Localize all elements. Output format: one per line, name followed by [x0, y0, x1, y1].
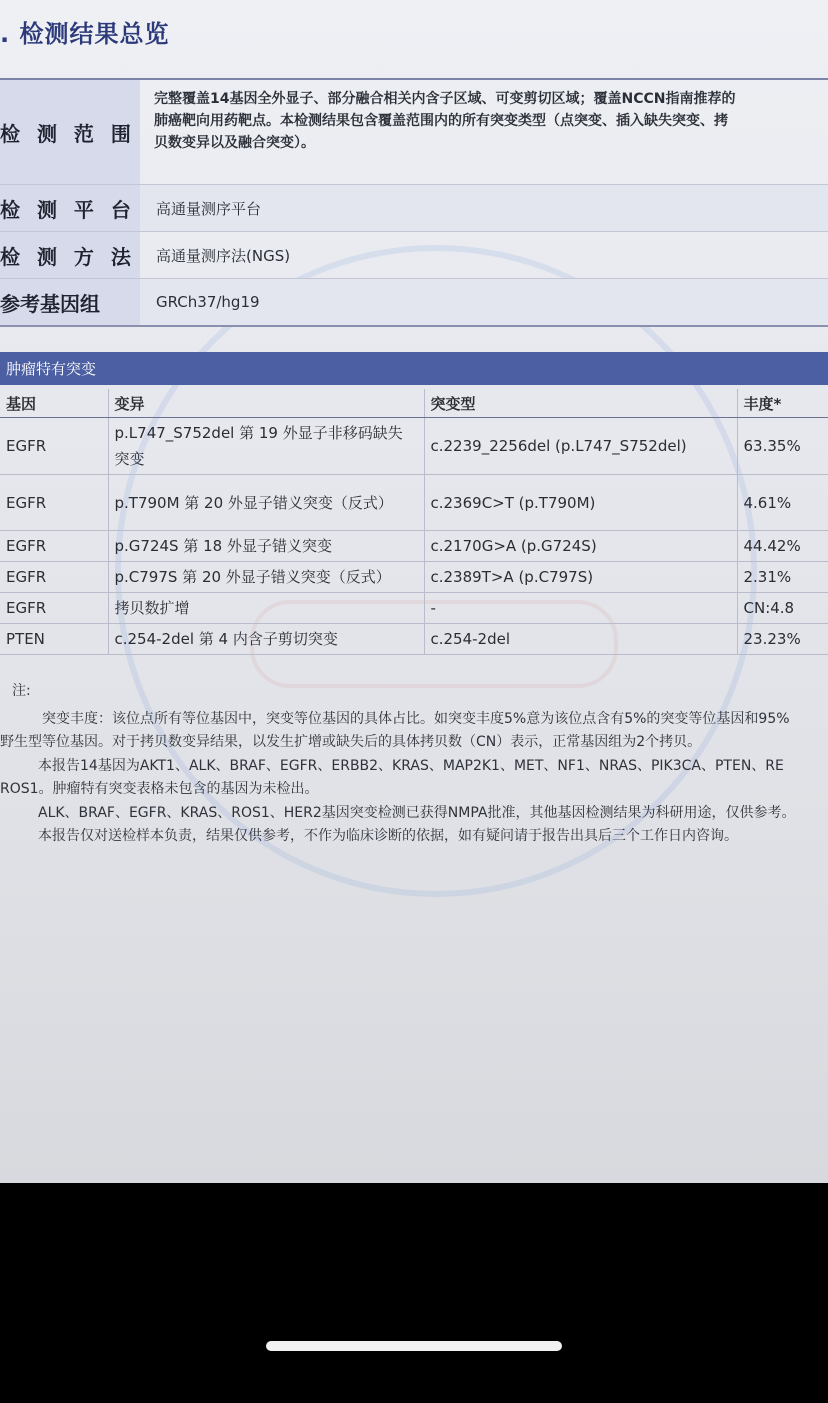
cell-variant: p.T790M 第 20 外显子错义突变（反式）	[108, 475, 424, 531]
info-label-platform: 检 测 平 台	[0, 185, 140, 231]
cell-variant: p.G724S 第 18 外显子错义突变	[108, 531, 424, 562]
table-row	[0, 593, 828, 624]
cell-abundance: 63.35%	[737, 418, 828, 475]
table-row	[0, 624, 828, 655]
info-value-method: 高通量测序法(NGS)	[156, 246, 291, 265]
info-row-scope	[0, 80, 828, 185]
cell-variant: p.L747_S752del 第 19 外显子非移码缺失突变	[108, 418, 424, 475]
scope-line: 贝数变异以及融合突变）。	[154, 135, 315, 151]
info-value-platform: 高通量测序平台	[140, 185, 828, 231]
cell-variant: 拷贝数扩增	[108, 593, 424, 624]
cell-mutation: c.2369C>T (p.T790M)	[424, 475, 737, 531]
mutation-table	[0, 389, 828, 655]
note-line: ROS1。肿瘤特有突变表格未包含的基因为未检出。	[0, 781, 319, 797]
note-line: 本报告14基因为AKT1、ALK、BRAF、EGFR、ERBB2、KRAS、MAP2K1、MET、NF1、NRAS、PIK3CA、PTEN、RE	[38, 757, 784, 774]
cell-variant: p.C797S 第 20 外显子错义突变（反式）	[108, 562, 424, 593]
info-value-scope	[140, 80, 828, 184]
table-row	[0, 418, 828, 475]
cell-gene: EGFR	[0, 593, 108, 624]
detection-info-table	[0, 78, 828, 327]
info-row-platform	[0, 185, 828, 232]
cell-mutation: -	[424, 593, 737, 624]
cell-mutation: c.2170G>A (p.G724S)	[424, 531, 737, 562]
header-mutation: 突变型	[424, 389, 737, 418]
notes-section	[0, 680, 828, 849]
cell-mutation: c.254-2del	[424, 624, 737, 655]
cell-gene: EGFR	[0, 475, 108, 531]
cell-abundance: CN:4.8	[737, 593, 828, 624]
table-row	[0, 475, 828, 531]
note-line: 野生型等位基因。对于拷贝数变异结果，以发生扩增或缺失后的具体拷贝数（CN）表示，正常基因组为2个拷贝。	[0, 734, 702, 750]
cell-gene: EGFR	[0, 562, 108, 593]
notes-label: 注:	[12, 683, 31, 699]
section-title: . 检测结果总览	[0, 20, 170, 48]
scope-line: 完整覆盖14基因全外显子、部分融合相关内含子区域、可变剪切区域；覆盖NCCN指南推荐的	[154, 91, 736, 107]
cell-gene: EGFR	[0, 418, 108, 475]
cell-gene: EGFR	[0, 531, 108, 562]
table-row	[0, 531, 828, 562]
header-abundance: 丰度*	[737, 389, 828, 418]
cell-abundance: 23.23%	[737, 624, 828, 655]
home-indicator[interactable]	[266, 1341, 562, 1351]
cell-gene: PTEN	[0, 624, 108, 655]
info-row-reference	[0, 279, 828, 325]
cell-variant: c.254-2del 第 4 内含子剪切突变	[108, 624, 424, 655]
table-header-row	[0, 389, 828, 418]
info-label-method: 检 测 方 法	[0, 232, 140, 278]
header-gene: 基因	[0, 389, 108, 418]
cell-abundance: 2.31%	[737, 562, 828, 593]
note-line: 突变丰度：该位点所有等位基因中，突变等位基因的具体占比。如突变丰度5%意为该位点含有5%的突变等位基因和95%	[42, 710, 790, 727]
cell-abundance: 44.42%	[737, 531, 828, 562]
info-label-scope: 检 测 范 围	[0, 80, 140, 184]
info-label-reference: 参考基因组	[0, 279, 140, 325]
scope-line: 肺癌靶向用药靶点。本检测结果包含覆盖范围内的所有突变类型（点突变、插入缺失突变、拷	[154, 113, 728, 129]
cell-mutation: c.2389T>A (p.C797S)	[424, 562, 737, 593]
header-variant: 变异	[108, 389, 424, 418]
note-line: 本报告仅对送检样本负责，结果仅供参考，不作为临床诊断的依据，如有疑问请于报告出具后三个工作日内咨询。	[38, 828, 738, 844]
note-line: ALK、BRAF、EGFR、KRAS、ROS1、HER2基因突变检测已获得NMPA批准，其他基因检测结果为科研用途，仅供参考。	[38, 804, 796, 821]
cell-mutation: c.2239_2256del (p.L747_S752del)	[424, 418, 737, 475]
table-row	[0, 562, 828, 593]
cell-abundance: 4.61%	[737, 475, 828, 531]
info-value-reference: GRCh37/hg19	[140, 279, 828, 325]
info-row-method	[0, 232, 828, 279]
mutation-section-header: 肿瘤特有突变	[0, 352, 828, 385]
